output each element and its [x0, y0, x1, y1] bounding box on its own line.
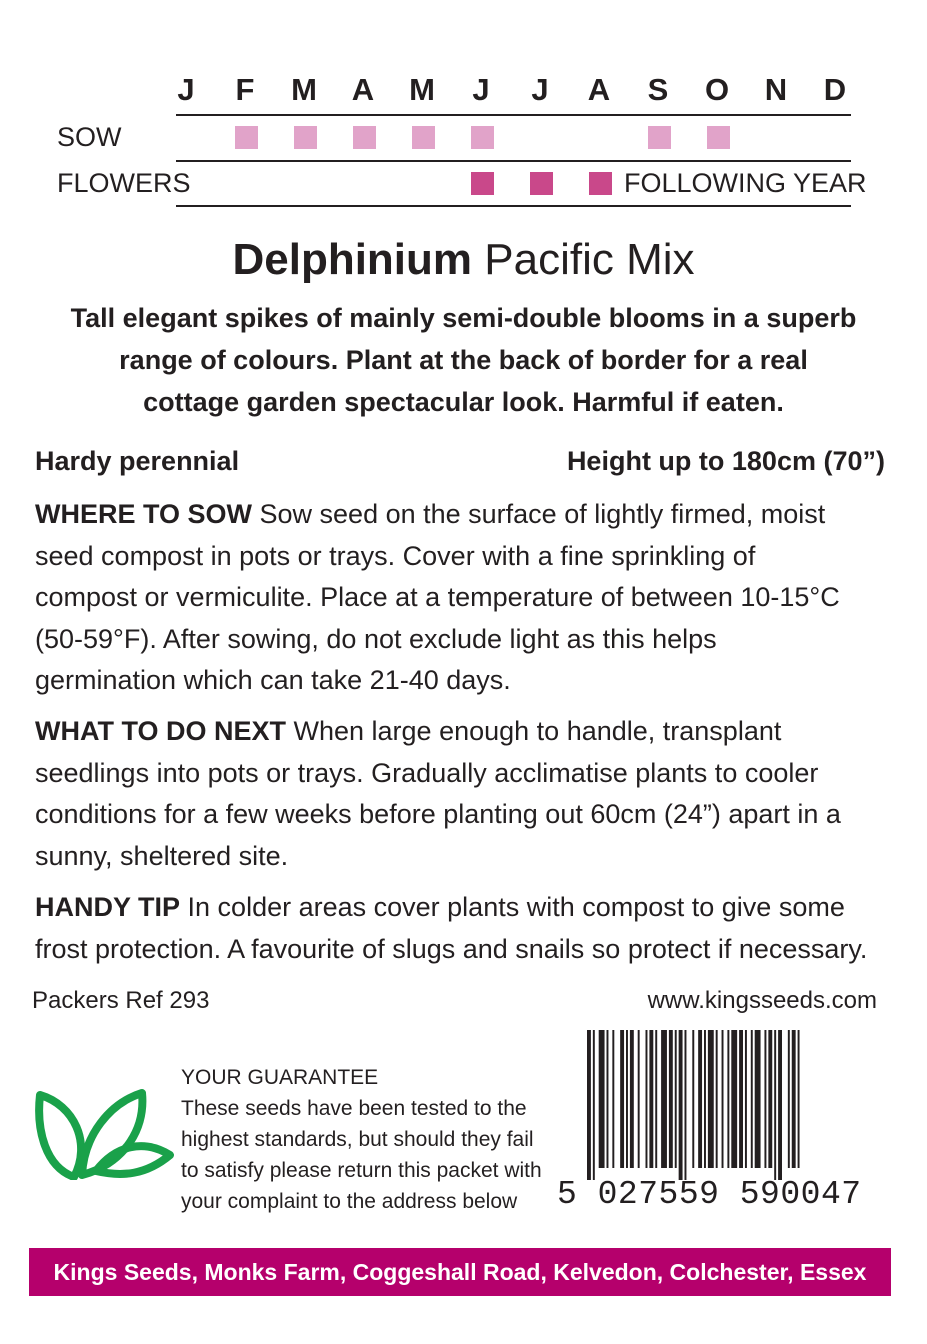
packers-ref: Packers Ref 293	[32, 987, 210, 1014]
leaf-logo-icon	[34, 1085, 174, 1180]
description-line: cottage garden spectacular look. Harmful if eaten.	[143, 387, 784, 417]
row-label-sow: SOW	[57, 122, 122, 152]
month-label: D	[823, 72, 847, 107]
handy-tip-section	[35, 887, 895, 970]
guarantee-block	[181, 1062, 561, 1217]
product-description	[30, 297, 897, 423]
section-text: seed compost in pots or trays. Cover with a fine sprinkling of	[35, 540, 756, 571]
address-bar	[29, 1248, 891, 1333]
month-label: J	[177, 72, 195, 107]
section-text: germination which can take 21-40 days.	[35, 665, 511, 695]
calendar-rule-bottom	[176, 205, 851, 207]
section-heading: WHERE TO SOW	[35, 499, 253, 529]
sow-mark	[412, 126, 435, 149]
calendar-rule-middle	[176, 160, 851, 162]
section-text: compost or vermiculite. Place at a temperature of between 10-15°C	[35, 582, 840, 612]
flowers-mark	[530, 172, 553, 195]
row-label-flowers: FLOWERS	[57, 168, 191, 198]
guarantee-line: to satisfy please return this packet with	[181, 1159, 542, 1182]
section-text: In colder areas cover plants with compost to give some	[180, 892, 845, 922]
section-text: sunny, sheltered site.	[35, 840, 289, 871]
guarantee-line: These seeds have been tested to the	[181, 1097, 527, 1120]
what-to-do-next-section	[35, 711, 895, 877]
section-text: When large enough to handle, transplant	[286, 716, 782, 746]
barcode-number: 5 027559 590047	[557, 1176, 862, 1213]
company-address: Kings Seeds, Monks Farm, Coggeshall Road, Kelvedon, Colchester, Essex CO5 9PG	[53, 1259, 867, 1333]
month-label: A	[351, 72, 375, 107]
month-label: M	[409, 72, 435, 107]
month-label: A	[587, 72, 611, 107]
description-line: range of colours. Plant at the back of border for a real	[119, 345, 808, 375]
sow-mark	[648, 126, 671, 149]
flowers-mark	[471, 172, 494, 195]
product-name-genus: Delphinium	[232, 235, 473, 284]
section-text: (50-59°F). After sowing, do not exclude light as this helps	[35, 623, 717, 654]
month-label: F	[235, 72, 255, 107]
product-name-variety: Pacific Mix	[484, 235, 695, 284]
month-label: M	[291, 72, 317, 107]
where-to-sow-section	[35, 494, 895, 702]
barcode-icon	[585, 1030, 885, 1180]
month-label: N	[764, 72, 788, 107]
section-heading: HANDY TIP	[35, 892, 181, 922]
section-text: frost protection. A favourite of slugs and snails so protect if necessary.	[35, 933, 868, 964]
guarantee-line: highest standards, but should they fail	[181, 1128, 534, 1151]
description-line: Tall elegant spikes of mainly semi-double blooms in a superb	[70, 303, 857, 333]
sow-mark	[294, 126, 317, 149]
following-year-note: FOLLOWING YEAR	[624, 168, 867, 198]
month-label: O	[704, 72, 730, 107]
month-label: J	[472, 72, 490, 107]
calendar-rule-top	[176, 114, 851, 116]
section-text: Sow seed on the surface of lightly firmed, moist	[252, 499, 826, 529]
section-text: conditions for a few weeks before planting out 60cm (24”) apart in a	[35, 799, 841, 829]
sow-mark	[353, 126, 376, 149]
sow-mark	[235, 126, 258, 149]
plant-type: Hardy perennial	[35, 446, 240, 476]
sow-mark	[471, 126, 494, 149]
section-heading: WHAT TO DO NEXT	[35, 716, 286, 746]
plant-height: Height up to 180cm (70”)	[566, 446, 885, 476]
guarantee-title: YOUR GUARANTEE	[181, 1066, 379, 1089]
sow-mark	[707, 126, 730, 149]
section-text: seedlings into pots or trays. Gradually acclimatise plants to cooler	[35, 757, 819, 788]
website-link[interactable]: www.kingsseeds.com	[647, 987, 877, 1014]
product-title	[0, 235, 927, 285]
month-label: J	[531, 72, 549, 107]
flowers-mark	[589, 172, 612, 195]
month-label: S	[647, 72, 669, 107]
guarantee-line: your complaint to the address below	[181, 1190, 518, 1213]
